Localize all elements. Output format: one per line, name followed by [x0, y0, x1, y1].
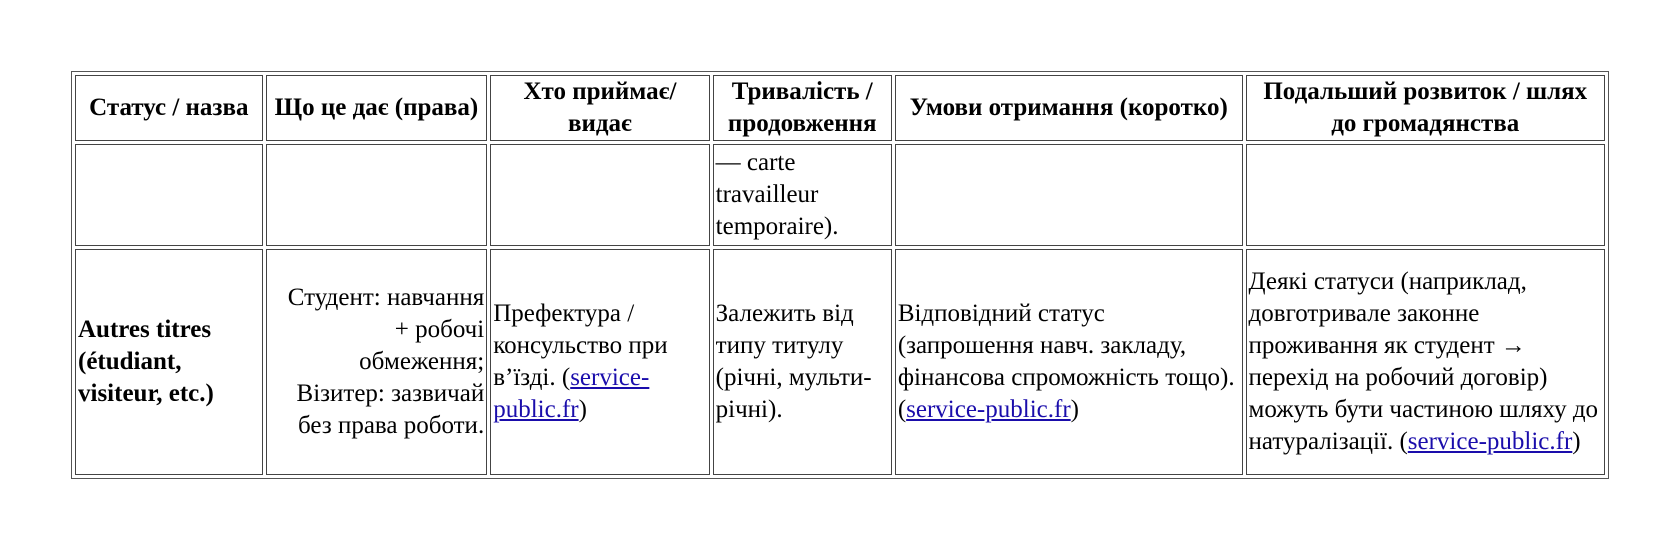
cell-conditions-empty [895, 144, 1243, 246]
cell-path-empty [1246, 144, 1605, 246]
cell-status-empty [75, 144, 263, 246]
conditions-text: Відповідний статус (запрошення навч. закладу, фінансова спроможність тощо). ( [897, 300, 1235, 423]
issuer-source-link[interactable]: service-public.fr [493, 364, 650, 423]
issuer-tail: ) [578, 396, 587, 423]
cell-issuer-empty [490, 144, 709, 246]
header-conditions: Умови отримання (коротко) [895, 75, 1243, 141]
cell-conditions [895, 249, 1243, 475]
header-path: Подальший розвиток / шлях до громадянства [1246, 75, 1605, 141]
table-row [75, 144, 1605, 246]
header-issuer: Хто приймає/видає [490, 75, 709, 141]
path-text: Деякі статуси (наприклад, довготривале законне проживання як студент → перехід на робочий договір) можуть бути частиною шляху до натуралізації. ( [1248, 268, 1599, 455]
table-row [75, 249, 1605, 475]
issuer-text: Префектура / консульство при в’їзді. ( [493, 300, 668, 391]
cell-rights: Студент: навчання + робочі обмеження; Візитер: зазвичай без права роботи. [266, 249, 488, 475]
path-source-link[interactable]: service-public.fr [1407, 428, 1573, 455]
header-status: Статус / назва [75, 75, 263, 141]
header-rights: Що це дає (права) [266, 75, 488, 141]
path-tail: ) [1572, 428, 1581, 455]
cell-duration: — carte travailleur temporaire). [713, 144, 892, 246]
header-duration: Тривалість / продовження [713, 75, 892, 141]
cell-path [1246, 249, 1605, 475]
cell-duration: Залежить від типу титулу (річні, мульти-річні). [713, 249, 892, 475]
conditions-tail: ) [1070, 396, 1079, 423]
cell-issuer [490, 249, 709, 475]
cell-status: Autres titres (étudiant, visiteur, etc.) [75, 249, 263, 475]
status-table [71, 71, 1609, 479]
cell-rights-empty [266, 144, 488, 246]
conditions-source-link[interactable]: service-public.fr [906, 396, 1071, 423]
header-row [75, 75, 1605, 141]
